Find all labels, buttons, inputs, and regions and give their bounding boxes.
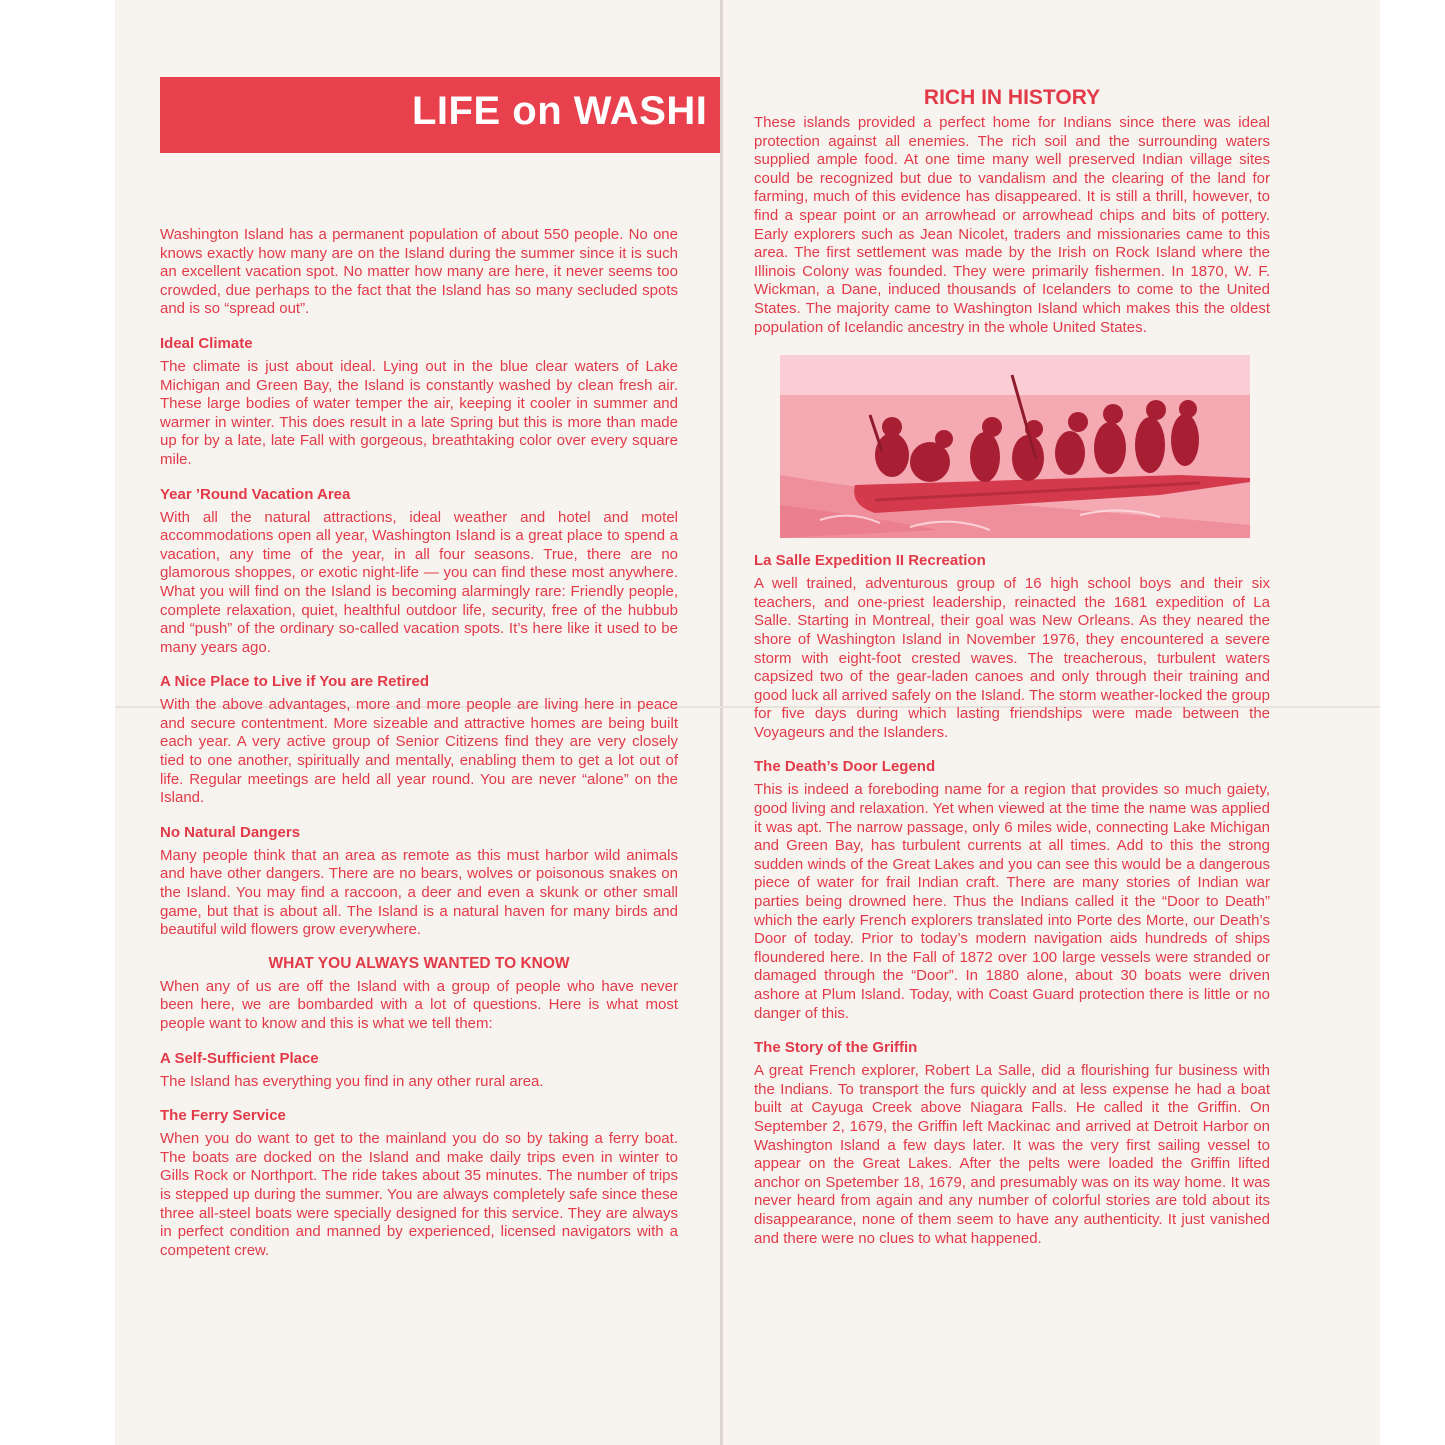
self-sufficient-heading: A Self-Sufficient Place bbox=[160, 1049, 319, 1067]
dangers-text: Many people think that an area as remote as this must harbor wild animals and have other dangers. There are no bears, wolves or poisonous snakes on the Island. You may find a raccoon, a deer and even a skunk or other small game, but that is about all. The Island is a natural haven for many birds and beautiful wild flowers grow everywhere. bbox=[160, 846, 678, 939]
page-fold bbox=[720, 0, 723, 1445]
retired-heading: A Nice Place to Live if You are Retired bbox=[160, 673, 429, 691]
history-title: RICH IN HISTORY bbox=[923, 86, 1101, 109]
deaths-door-text: This is indeed a foreboding name for a region that provides so much gaiety, good living and relaxation. Yet when viewed at the time the name was applied it was apt. The narrow passage, only 6 miles wide, connecting Lake Michigan and Green Bay, has turbulent currents at all times. Add to this the strong sudden winds of the Great Lakes and you can see this would be a dangerous piece of water for frail Indian craft. There are many stories of Indian war parties being drowned here. Thus the Indians called it the “Door to Death” which the early French explorers translated into Porte des Morte, our Death’s Door of today. Prior to today’s modern navigation aids hundreds of ships floundered here. In the Fall of 1872 over 100 large vessels were stranded or damaged through the “Door”. In 1880 alone, about 30 boats were driven ashore at Plum Island. Today, with Coast Guard protection there is little or no danger of this. bbox=[754, 781, 1270, 1022]
ideal-climate-text: The climate is just about ideal. Lying out in the blue clear waters of Lake Michigan and Green Bay, the Island is constantly washed by clean fresh air. These large bodies of water temper the air, keeping it cooler in summer and warmer in winter. This does result in a late Spring but this is more than made up for by a late, late Fall with gorgeous, breathtaking color over every square mile. bbox=[160, 357, 678, 468]
history-text: These islands provided a perfect home for Indians since there was ideal protection against all enemies. The rich soil and the surrounding waters supplied ample food. At one time many well preserved Indian village sites could be recognized but due to vandalism and the clearing of the land for farming, much of this evidence has disappeared. It is still a thrill, however, to find a spear point or an arrowhead or arrowhead chips and bits of pottery. Early explorers such as Jean Nicolet, traders and missionaries came to this area. The first settlement was made by the Irish on Rock Island where the Illinois Colony was founded. They were primarily fishermen. In 1870, W. F. Wickman, a Dane, induced thousands of Icelanders to come to the United States. The majority came to Washington Island which makes this the oldest population of Icelandic ancestry in the whole United States. bbox=[754, 114, 1270, 336]
wanted-heading: WHAT YOU ALWAYS WANTED TO KNOW bbox=[268, 954, 570, 972]
canoe-photo-icon bbox=[780, 355, 1250, 538]
intro-paragraph: Washington Island has a permanent population of about 550 people. No one knows exactly how many are on the Island during the summer since it is such an excellent vacation spot. No matter how many are here, it never seems too crowded, due perhaps to the fact that the Island has so many secluded spots and is so “spread out”. bbox=[160, 226, 678, 318]
ideal-climate-heading: Ideal Climate bbox=[160, 334, 253, 352]
right-column bbox=[754, 86, 1270, 1248]
retired-text: With the above advantages, more and more people are living here in peace and secure contentment. More sizeable and attractive homes are being built each year. A very active group of Senior Citizens find they are very closely tied to one another, spiritually and mentally, enabling them to get a lot out of life. Regular meetings are held all year round. You are never “alone” on the Island. bbox=[160, 696, 678, 807]
wanted-text: When any of us are off the Island with a group of people who have never been here, we are bombarded with a lot of questions. Here is what most people want to know and this is what we tell them: bbox=[160, 977, 678, 1032]
dangers-heading: No Natural Dangers bbox=[160, 823, 301, 841]
left-column bbox=[160, 226, 678, 1260]
banner-title: LIFE on WASHI bbox=[412, 89, 708, 133]
griffin-heading: The Story of the Griffin bbox=[754, 1039, 918, 1057]
ferry-heading: The Ferry Service bbox=[160, 1107, 286, 1125]
griffin-text: A great French explorer, Robert La Salle, did a flourishing fur business with the Indians. To transport the furs quickly and at less expense he had a boat built at Cayuga Creek above Niagara Falls. He called it the Griffin. On September 2, 1679, the Griffin left Mackinac and arrived at Detroit Harbor on Washington Island a few days later. It was the very first sailing vessel to appear on the Great Lakes. After the pelts were loaded the Griffin lifted anchor on Spetember 18, 1679, and presumably was on its way home. It was never heard from again and any number of colorful stories are told about its disappearance, none of them seem to have any authenticity. It just vanished and there were no clues to what happened. bbox=[754, 1062, 1270, 1247]
canoe-landing-photo bbox=[780, 355, 1250, 538]
lasalle-text: A well trained, adventurous group of 16 high school boys and their six teachers, and one-priest leadership, reinacted the 1681 expedition of La Salle. Starting in Montreal, their goal was New Orleans. As they neared the shore of Washington Island in November 1976, they encountered a severe storm with eight-foot crested waves. The treacherous, turbulent waters capsized two of the gear-laden canoes and only through their training and good luck all arrived safely on the Island. The storm weather-locked the group for five days during which lasting friendships were made between the Voyageurs and the Islanders. bbox=[754, 575, 1270, 741]
self-sufficient-text: The Island has everything you find in any other rural area. bbox=[160, 1072, 544, 1090]
title-banner bbox=[160, 77, 720, 153]
year-round-text: With all the natural attractions, ideal weather and hotel and motel accommodations open all year, Washington Island is a great place to spend a vacation, any time of the year, in all four seasons. True, there are no glamorous shoppes, or exotic night-life — you can find these most anywhere. What you will find on the Island is becoming alarmingly rare: Friendly people, complete relaxation, quiet, healthful outdoor life, security, free of the hubbub and “push” of the ordinary so-called vacation spots. It’s here like it used to be many years ago. bbox=[160, 508, 678, 656]
deaths-door-heading: The Death’s Door Legend bbox=[754, 758, 936, 776]
ferry-text: When you do want to get to the mainland you do so by taking a ferry boat. The boats are docked on the Island and make daily trips even in winter to Gills Rock or Northport. The ride takes about 35 minutes. The number of trips is stepped up during the summer. You are always completely safe since these three all-steel boats were specially designed for this service. They are always in perfect condition and manned by experienced, licensed navigators with a competent crew. bbox=[160, 1130, 678, 1259]
year-round-heading: Year ’Round Vacation Area bbox=[160, 485, 351, 503]
lasalle-heading: La Salle Expedition II Recreation bbox=[754, 552, 986, 570]
